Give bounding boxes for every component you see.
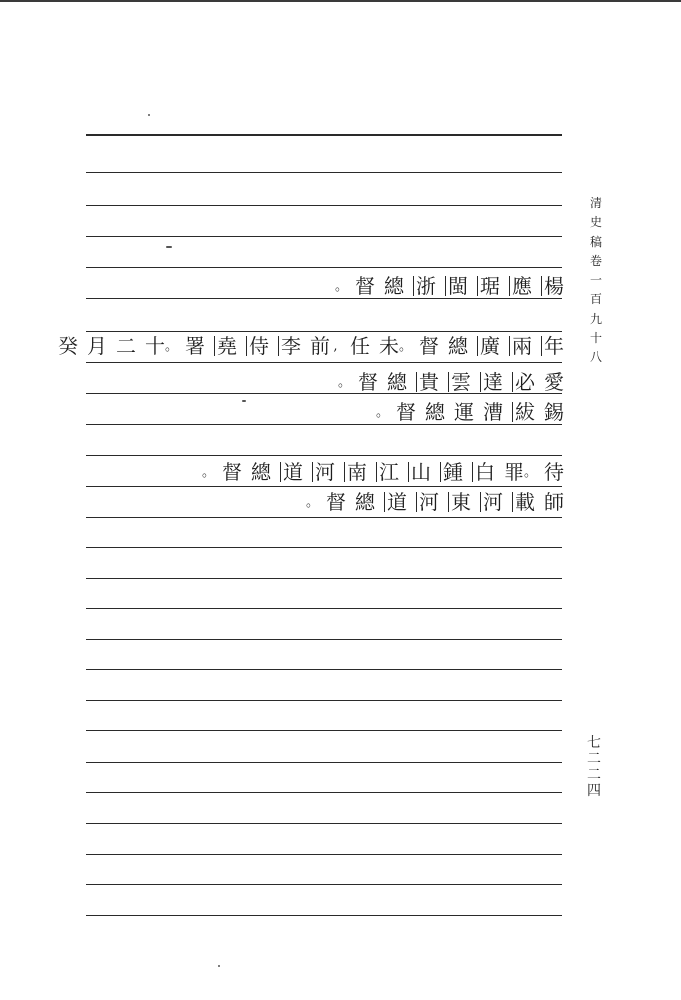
ruled-line [86, 547, 562, 548]
ruled-line [86, 730, 562, 731]
page-top-border [0, 0, 681, 2]
ruled-line [86, 700, 562, 701]
ruled-line [86, 578, 562, 579]
text-row: 。 督 總 浙 閩 琚 應 楊 [335, 274, 564, 298]
paper-speck [242, 400, 246, 402]
ruled-line [86, 517, 562, 518]
ruled-line [86, 639, 562, 640]
text-row: 。 督 總 道 河 東 河 載 師 [306, 490, 564, 514]
ruled-line [86, 854, 562, 855]
paper-speck [166, 246, 172, 248]
ruled-line [86, 608, 562, 609]
text-row: 。 督 總 道 河 南 江 山 鍾 白 罪 。 待 [202, 460, 564, 484]
ruled-line [86, 134, 562, 136]
text-row: 。 督 總 運 漕 紱 錫 [376, 400, 564, 424]
ruled-line [86, 669, 562, 670]
text-row: 。 督 總 貴 雲 達 必 愛 [338, 370, 564, 394]
ruled-line [86, 823, 562, 824]
ruled-line [86, 236, 562, 237]
paper-speck [148, 114, 150, 116]
ruled-line [86, 267, 562, 268]
ruled-line [86, 792, 562, 793]
ruled-line [86, 205, 562, 206]
paper-speck [218, 965, 220, 967]
ruled-line [86, 455, 562, 456]
ruled-line [86, 172, 562, 173]
ruled-line [86, 915, 562, 916]
ruled-line [86, 362, 562, 363]
ruled-line [86, 762, 562, 763]
text-row: 癸 月 二 十 。 署 堯 侍 李 前 , 任 未 。 督 總 廣 兩 年 [58, 334, 564, 358]
page-number: 七 二 二 四 [587, 735, 601, 799]
ruled-line [86, 884, 562, 885]
side-header: 清 史 稿 卷 一 百 九 十 八 [589, 196, 602, 365]
